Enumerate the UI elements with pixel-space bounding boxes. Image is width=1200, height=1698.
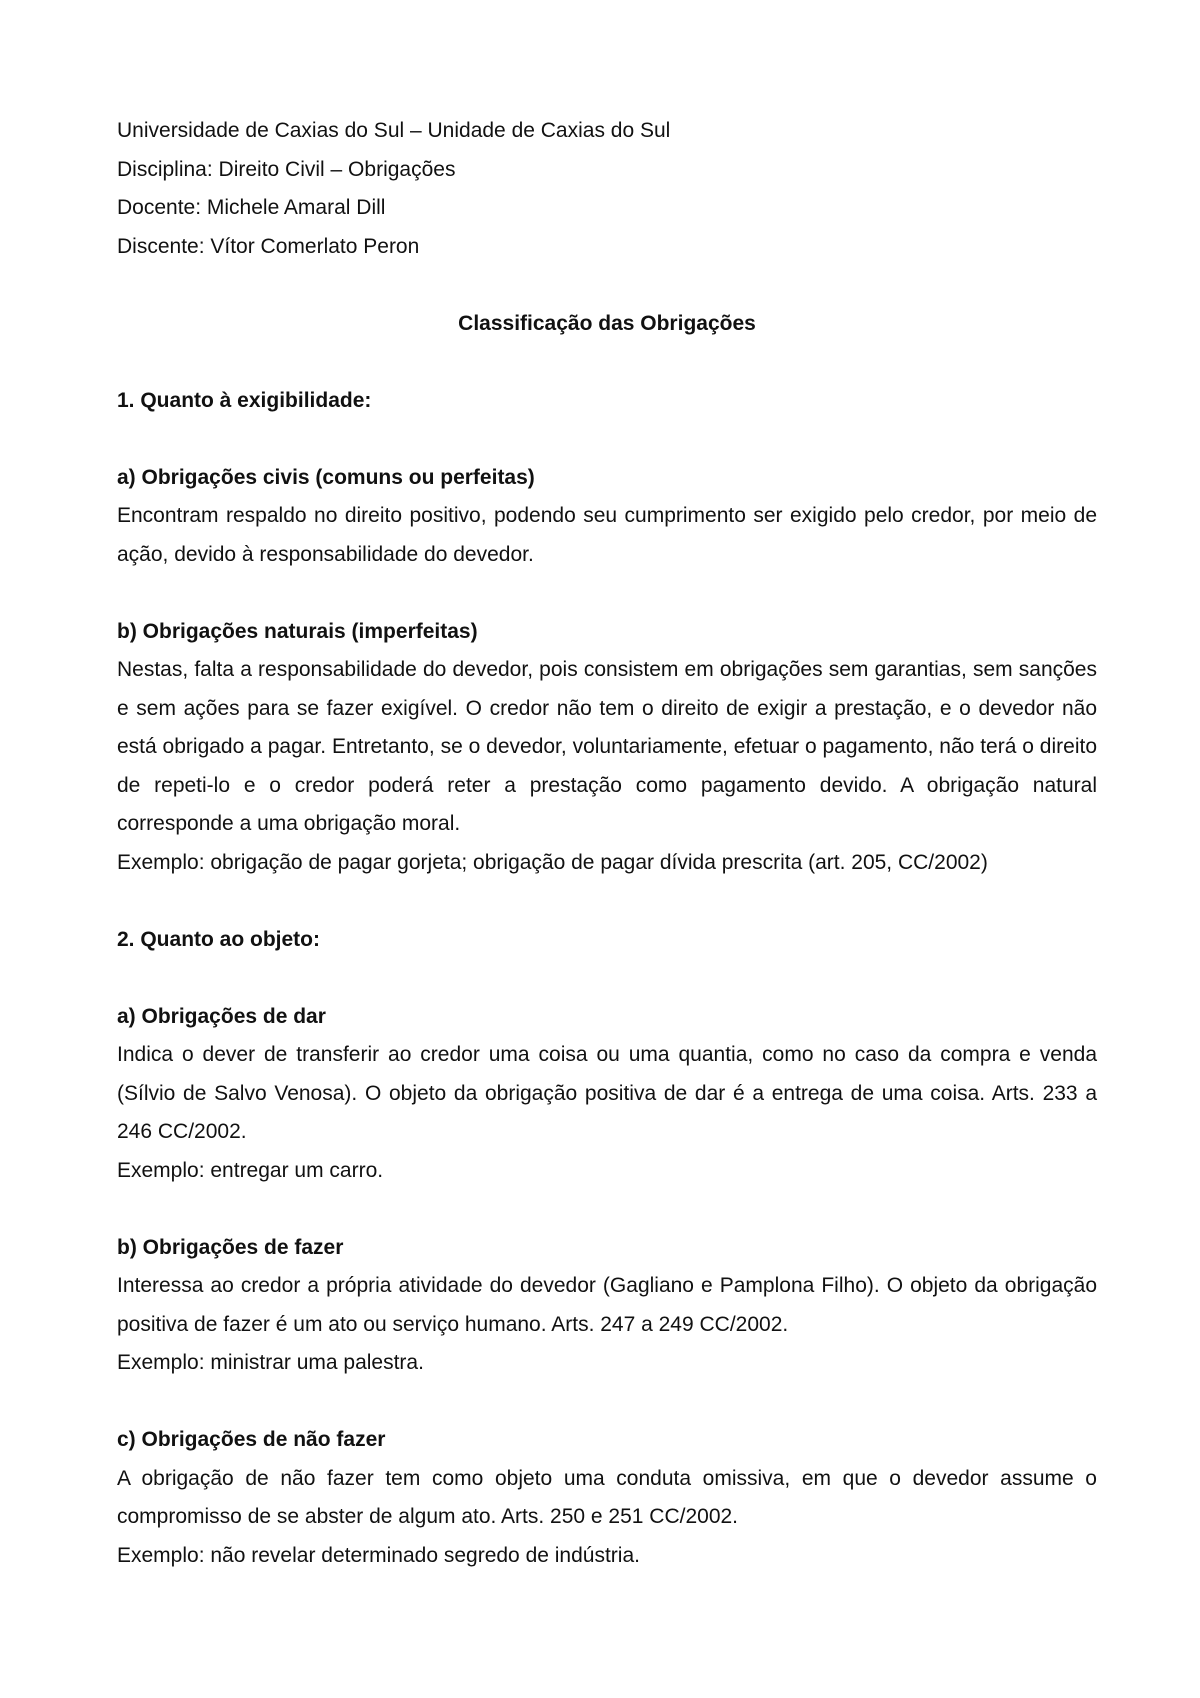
section-2a-example: Exemplo: entregar um carro. xyxy=(117,1158,384,1182)
section-1b-example: Exemplo: obrigação de pagar gorjeta; obrigação de pagar dívida prescrita (art. 205, CC/2002) xyxy=(117,850,988,874)
section-2c-heading: c) Obrigações de não fazer xyxy=(117,1428,386,1451)
document-page xyxy=(117,112,1097,1575)
section-2-heading: 2. Quanto ao objeto: xyxy=(117,927,320,951)
section-2c-text: A obrigação de não fazer tem como objeto uma conduta omissiva, em que o devedor assume o compromisso de se abster de algum ato. Arts. 250 e 251 CC/2002. xyxy=(117,1466,1097,1528)
section-2a-text: Indica o dever de transferir ao credor uma coisa ou uma quantia, como no caso da compra e venda (Sílvio de Salvo Venosa). O objeto da obrigação positiva de dar é a entrega de uma coisa. Arts. 233 a 246 CC/2002. xyxy=(117,1043,1097,1143)
section-1-heading: 1. Quanto à exigibilidade: xyxy=(117,388,372,412)
section-2b-heading: b) Obrigações de fazer xyxy=(117,1235,344,1259)
section-1a-heading: a) Obrigações civis (comuns ou perfeitas) xyxy=(117,465,535,489)
university-line: Universidade de Caxias do Sul – Unidade de Caxias do Sul xyxy=(117,119,671,142)
discipline-line: Disciplina: Direito Civil – Obrigações xyxy=(117,157,456,181)
section-1b-text: Nestas, falta a responsabilidade do devedor, pois consistem em obrigações sem garantias, sem sanções e sem ações para se fazer exigível. O credor não tem o direito de exigir a prestação, e o devedor não está obrigado a pagar. Entretanto, se o devedor, voluntariamente, efetuar o pagamento, não terá o direito de repeti-lo e o credor poderá reter a prestação como pagamento devido. A obrigação natural corresponde a uma obrigação moral. xyxy=(117,658,1097,835)
section-2a-heading: a) Obrigações de dar xyxy=(117,1004,326,1028)
section-1a-text: Encontram respaldo no direito positivo, podendo seu cumprimento ser exigido pelo credor, por meio de ação, devido à responsabilidade do devedor. xyxy=(117,504,1097,566)
teacher-line: Docente: Michele Amaral Dill xyxy=(117,196,386,219)
section-2c-example: Exemplo: não revelar determinado segredo de indústria. xyxy=(117,1543,640,1567)
student-line: Discente: Vítor Comerlato Peron xyxy=(117,234,420,258)
section-2b-example: Exemplo: ministrar uma palestra. xyxy=(117,1351,424,1374)
document-title: Classificação das Obrigações xyxy=(458,311,756,335)
section-1b-heading: b) Obrigações naturais (imperfeitas) xyxy=(117,619,478,643)
section-2b-text: Interessa ao credor a própria atividade do devedor (Gagliano e Pamplona Filho). O objeto da obrigação positiva de fazer é um ato ou serviço humano. Arts. 247 a 249 CC/2002. xyxy=(117,1274,1097,1336)
